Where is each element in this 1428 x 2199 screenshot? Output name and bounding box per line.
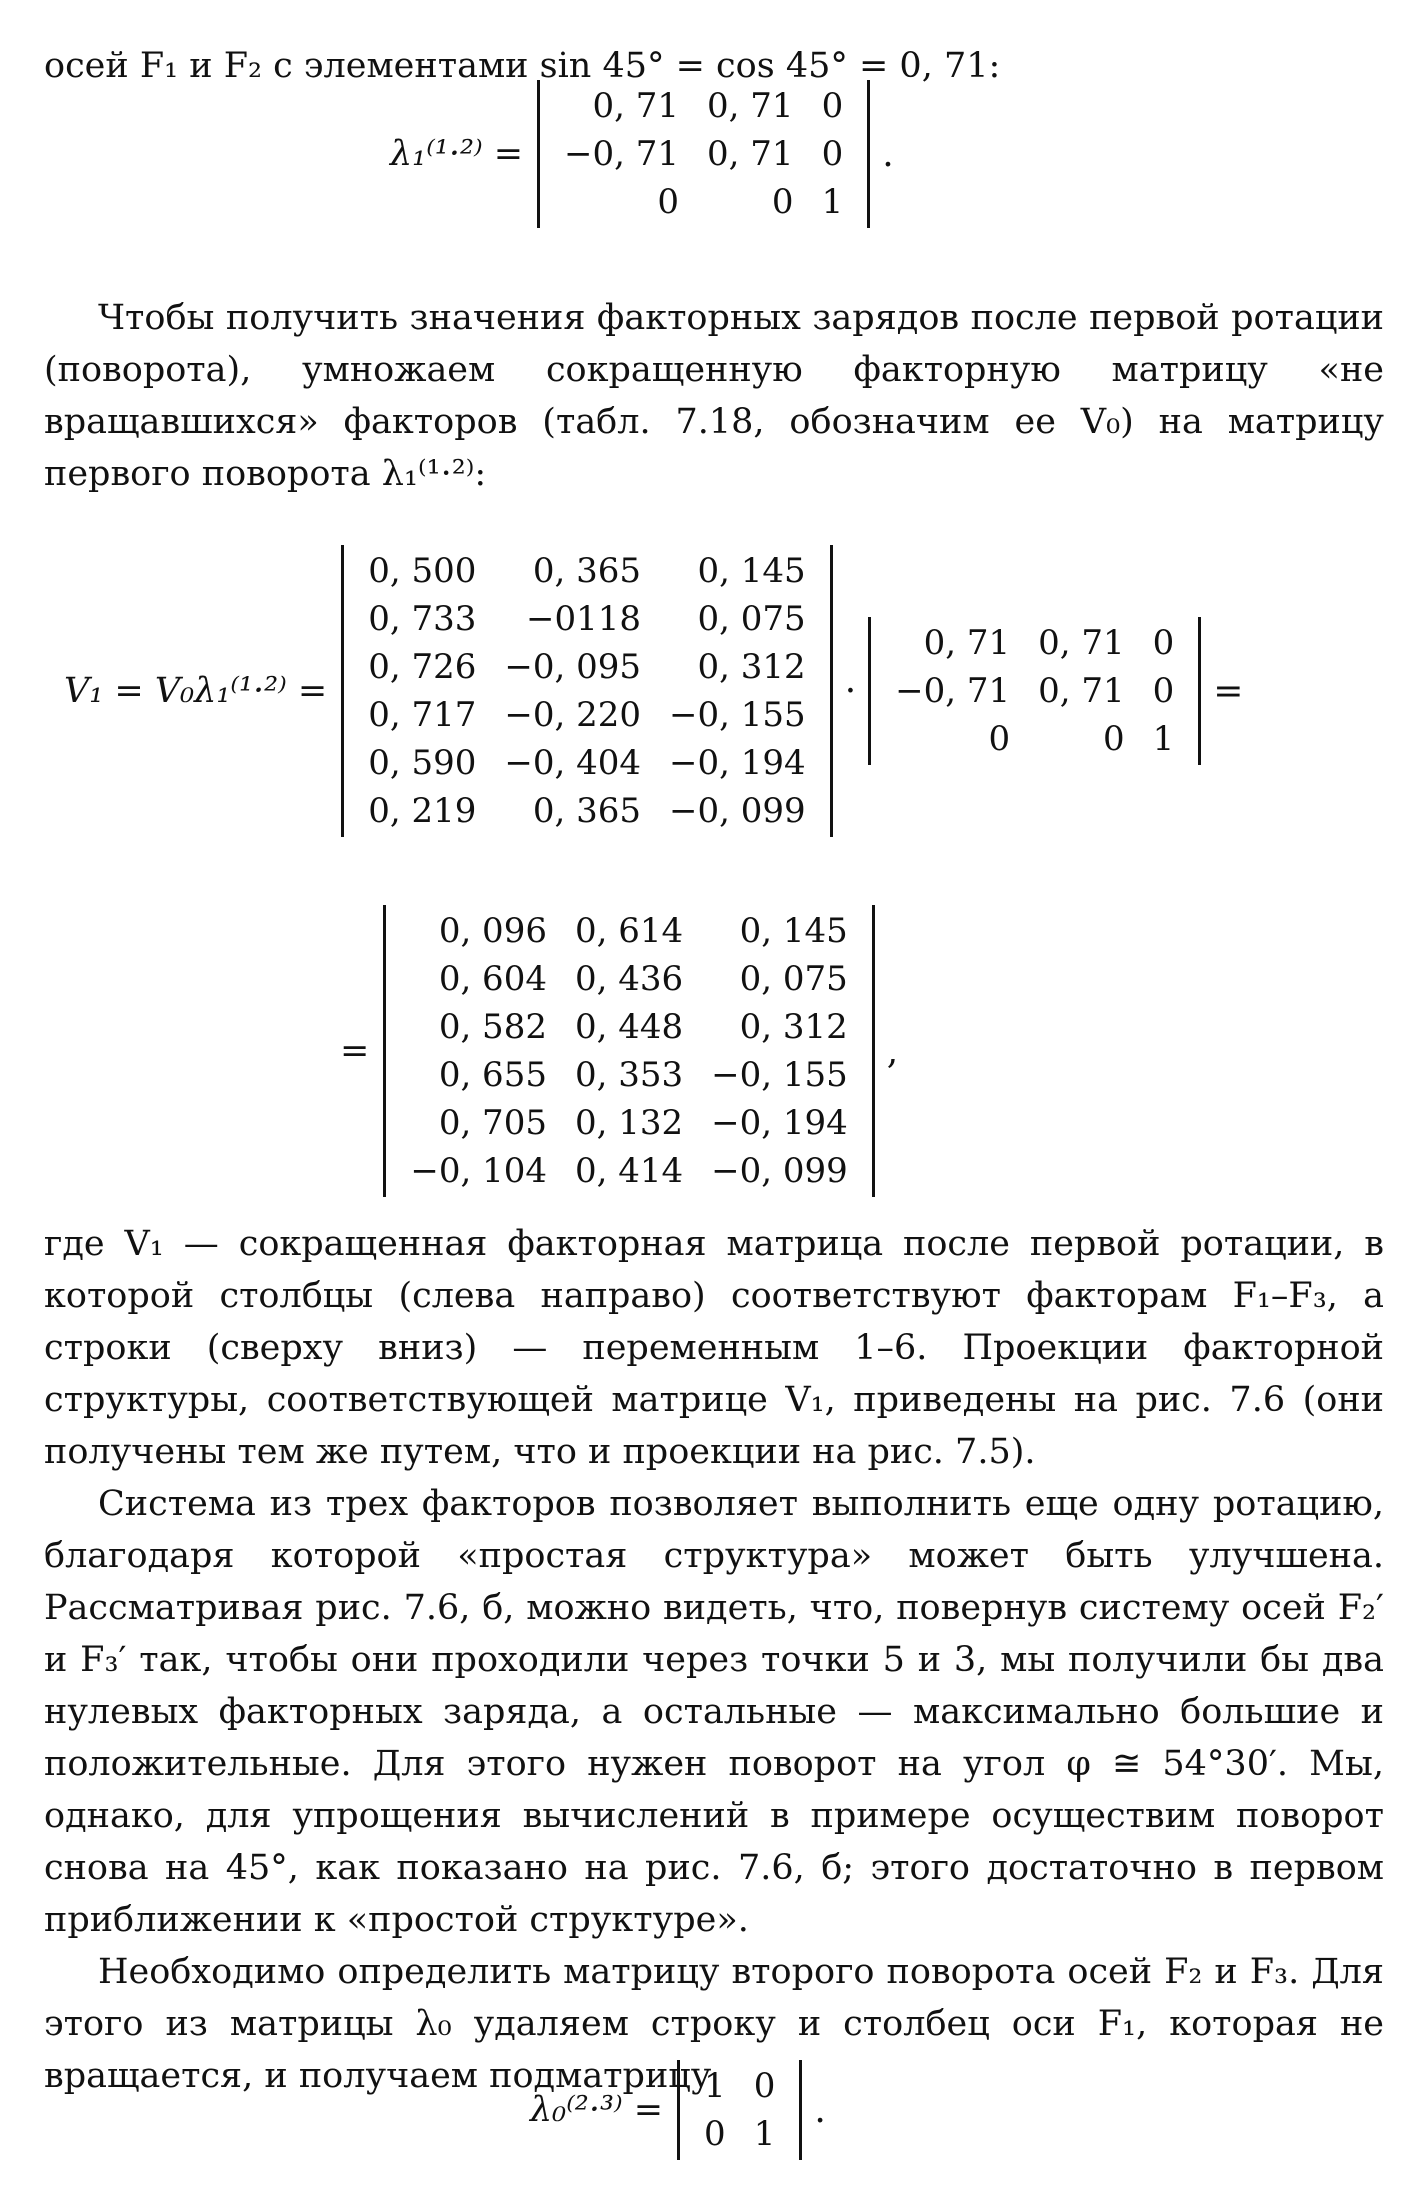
matrix-cell: −0, 220 — [504, 695, 642, 735]
matrix-cell: 0, 71 — [1038, 671, 1125, 711]
equation-lambda1 — [390, 80, 906, 228]
matrix-cell: 0 — [1152, 623, 1175, 663]
paragraph-rotation-intro: Чтобы получить значения факторных зарядов после первой ротации (поворота), умножаем сокращенную факторную матрицу «не вращавшихся» факторов (табл. 7.18, обозначим ее V₀) на матрицу первого поворота λ₁⁽¹·²⁾: — [44, 298, 1384, 494]
matrix-cell: −0, 104 — [410, 1151, 547, 1191]
matrix-cell: 0, 582 — [438, 1007, 547, 1047]
matrix-cell: 0, 096 — [438, 911, 547, 951]
matrix-cell: 0 — [657, 182, 680, 222]
equation-tail: . — [882, 133, 894, 175]
matrix-row — [354, 595, 819, 643]
matrix-cell: 0, 414 — [574, 1151, 684, 1191]
matrix-cell: 0, 590 — [368, 743, 477, 783]
matrix-row — [881, 667, 1188, 715]
matrix-cell: 0, 604 — [438, 959, 547, 999]
matrix-cell: 0, 075 — [697, 599, 806, 639]
matrix-row — [396, 1099, 861, 1147]
matrix-row — [690, 2062, 789, 2110]
intro-line: осей F₁ и F₂ с элементами sin 45° = cos 45° = 0, 71: — [44, 46, 1001, 86]
matrix-cell: 0, 655 — [438, 1055, 547, 1095]
matrix-cell: −0, 194 — [669, 743, 806, 783]
matrix-row — [690, 2110, 789, 2158]
matrix-cell: 0, 436 — [574, 959, 684, 999]
matrix-lambda1-factor — [868, 617, 1201, 765]
matrix-row — [396, 907, 861, 955]
matrix-cell: 0, 717 — [368, 695, 477, 735]
matrix-cell: −0, 194 — [711, 1103, 848, 1143]
matrix-cell: 0, 705 — [438, 1103, 547, 1143]
matrix-row — [550, 178, 857, 226]
matrix-cell: 0, 312 — [697, 647, 806, 687]
equation-v1-result — [340, 905, 910, 1197]
matrix-cell: 0, 71 — [592, 86, 680, 126]
matrix-cell: 0 — [1103, 719, 1125, 759]
matrix-row — [881, 619, 1188, 667]
matrix-row — [354, 643, 819, 691]
matrix-cell: 1 — [1152, 719, 1175, 759]
matrix-cell: 0 — [704, 2114, 726, 2154]
matrix-cell: 0 — [821, 134, 844, 174]
equation-lhs: = — [340, 1031, 370, 1071]
matrix-cell: 0, 71 — [707, 134, 794, 174]
matrix-cell: 0, 448 — [574, 1007, 684, 1047]
matrix-cell: 0 — [821, 86, 844, 126]
equation-lhs: λ₁⁽¹·²⁾ = — [390, 134, 524, 174]
equals-sign: = — [1213, 670, 1244, 712]
matrix-cell: −0, 095 — [504, 647, 642, 687]
matrix-cell: 0, 365 — [532, 791, 642, 831]
matrix-cell: 0, 500 — [368, 551, 477, 591]
matrix-row — [396, 1003, 861, 1051]
matrix-row — [354, 691, 819, 739]
matrix-cell: 0 — [753, 2066, 776, 2106]
matrix-row — [354, 787, 819, 835]
matrix-row — [354, 547, 819, 595]
matrix-cell: −0, 155 — [711, 1055, 848, 1095]
matrix-row — [396, 955, 861, 1003]
matrix-cell: 0, 733 — [368, 599, 477, 639]
equation-lhs: V₁ = V₀λ₁⁽¹·²⁾ = — [64, 671, 328, 711]
matrix-lambda1 — [537, 80, 870, 228]
paragraph-second-rotation: Система из трех факторов позволяет выполнить еще одну ротацию, благодаря которой «простая структура» может быть улучшена. Рассматривая рис. 7.6, б, можно видеть, что, повернув систему осей F₂′ и F₃′ так, чтобы они проходили через точки 5 и 3, мы получили бы два нулевых факторных заряда, а остальные — максимально большие и положительные. Для этого нужен поворот на угол φ ≅ 54°30′. Мы, однако, для упрощения вычислений в примере осуществим поворот снова на 45°, как показано на рис. 7.6, б; этого достаточно в первом приближении к «простой структуре». — [44, 1484, 1384, 1940]
matrix-cell: 0, 71 — [1038, 623, 1125, 663]
matrix-cell: 0, 71 — [707, 86, 794, 126]
matrix-cell: 0, 726 — [368, 647, 477, 687]
matrix-cell: −0118 — [526, 599, 642, 639]
matrix-v1 — [383, 905, 874, 1197]
matrix-cell: −0, 155 — [669, 695, 806, 735]
matrix-cell: 1 — [753, 2114, 776, 2154]
matrix-row — [396, 1147, 861, 1195]
matrix-cell: 0, 353 — [574, 1055, 684, 1095]
equation-v1 — [64, 545, 1255, 837]
equation-lhs: λ₀⁽²·³⁾ = — [530, 2090, 664, 2130]
multiply-dot: · — [844, 670, 857, 712]
matrix-row — [550, 130, 857, 178]
matrix-cell: −0, 099 — [669, 791, 806, 831]
matrix-cell: −0, 099 — [711, 1151, 848, 1191]
equation-lambda0-sub — [530, 2060, 838, 2160]
matrix-cell: 0, 219 — [368, 791, 477, 831]
matrix-row — [354, 739, 819, 787]
matrix-cell: 0 — [988, 719, 1011, 759]
matrix-cell: 0, 365 — [532, 551, 642, 591]
matrix-cell: 0, 132 — [574, 1103, 684, 1143]
matrix-cell: 0 — [1152, 671, 1175, 711]
matrix-cell: 0, 145 — [739, 911, 848, 951]
matrix-cell: 1 — [821, 182, 844, 222]
matrix-cell: 0 — [771, 182, 794, 222]
matrix-cell: 0, 312 — [739, 1007, 848, 1047]
matrix-v0 — [341, 545, 832, 837]
matrix-row — [396, 1051, 861, 1099]
matrix-cell: 0, 71 — [923, 623, 1011, 663]
matrix-cell: 0, 145 — [697, 551, 806, 591]
matrix-cell: 0, 614 — [574, 911, 684, 951]
matrix-row — [881, 715, 1188, 763]
equation-tail: . — [814, 2089, 826, 2131]
matrix-cell: −0, 71 — [564, 134, 680, 174]
matrix-cell: −0, 404 — [504, 743, 642, 783]
matrix-cell: −0, 71 — [895, 671, 1011, 711]
paragraph-v1-description: где V₁ — сокращенная факторная матрица после первой ротации, в которой столбцы (слева направо) соответствуют факторам F₁–F₃, а строки (сверху вниз) — переменным 1–6. Проекции факторной структуры, соответствующей матрице V₁, приведены на рис. 7.6 (они получены тем же путем, что и проекции на рис. 7.5). — [44, 1224, 1384, 1472]
matrix-cell: 1 — [704, 2066, 726, 2106]
equation-tail: , — [886, 1030, 899, 1072]
matrix-lambda0-23 — [677, 2060, 802, 2160]
matrix-row — [550, 82, 857, 130]
paragraph-submatrix: Необходимо определить матрицу второго поворота осей F₂ и F₃. Для этого из матрицы λ₀ удаляем строку и столбец оси F₁, которая не вращается, и получаем подматрицу — [44, 1952, 1384, 2096]
matrix-cell: 0, 075 — [739, 959, 848, 999]
